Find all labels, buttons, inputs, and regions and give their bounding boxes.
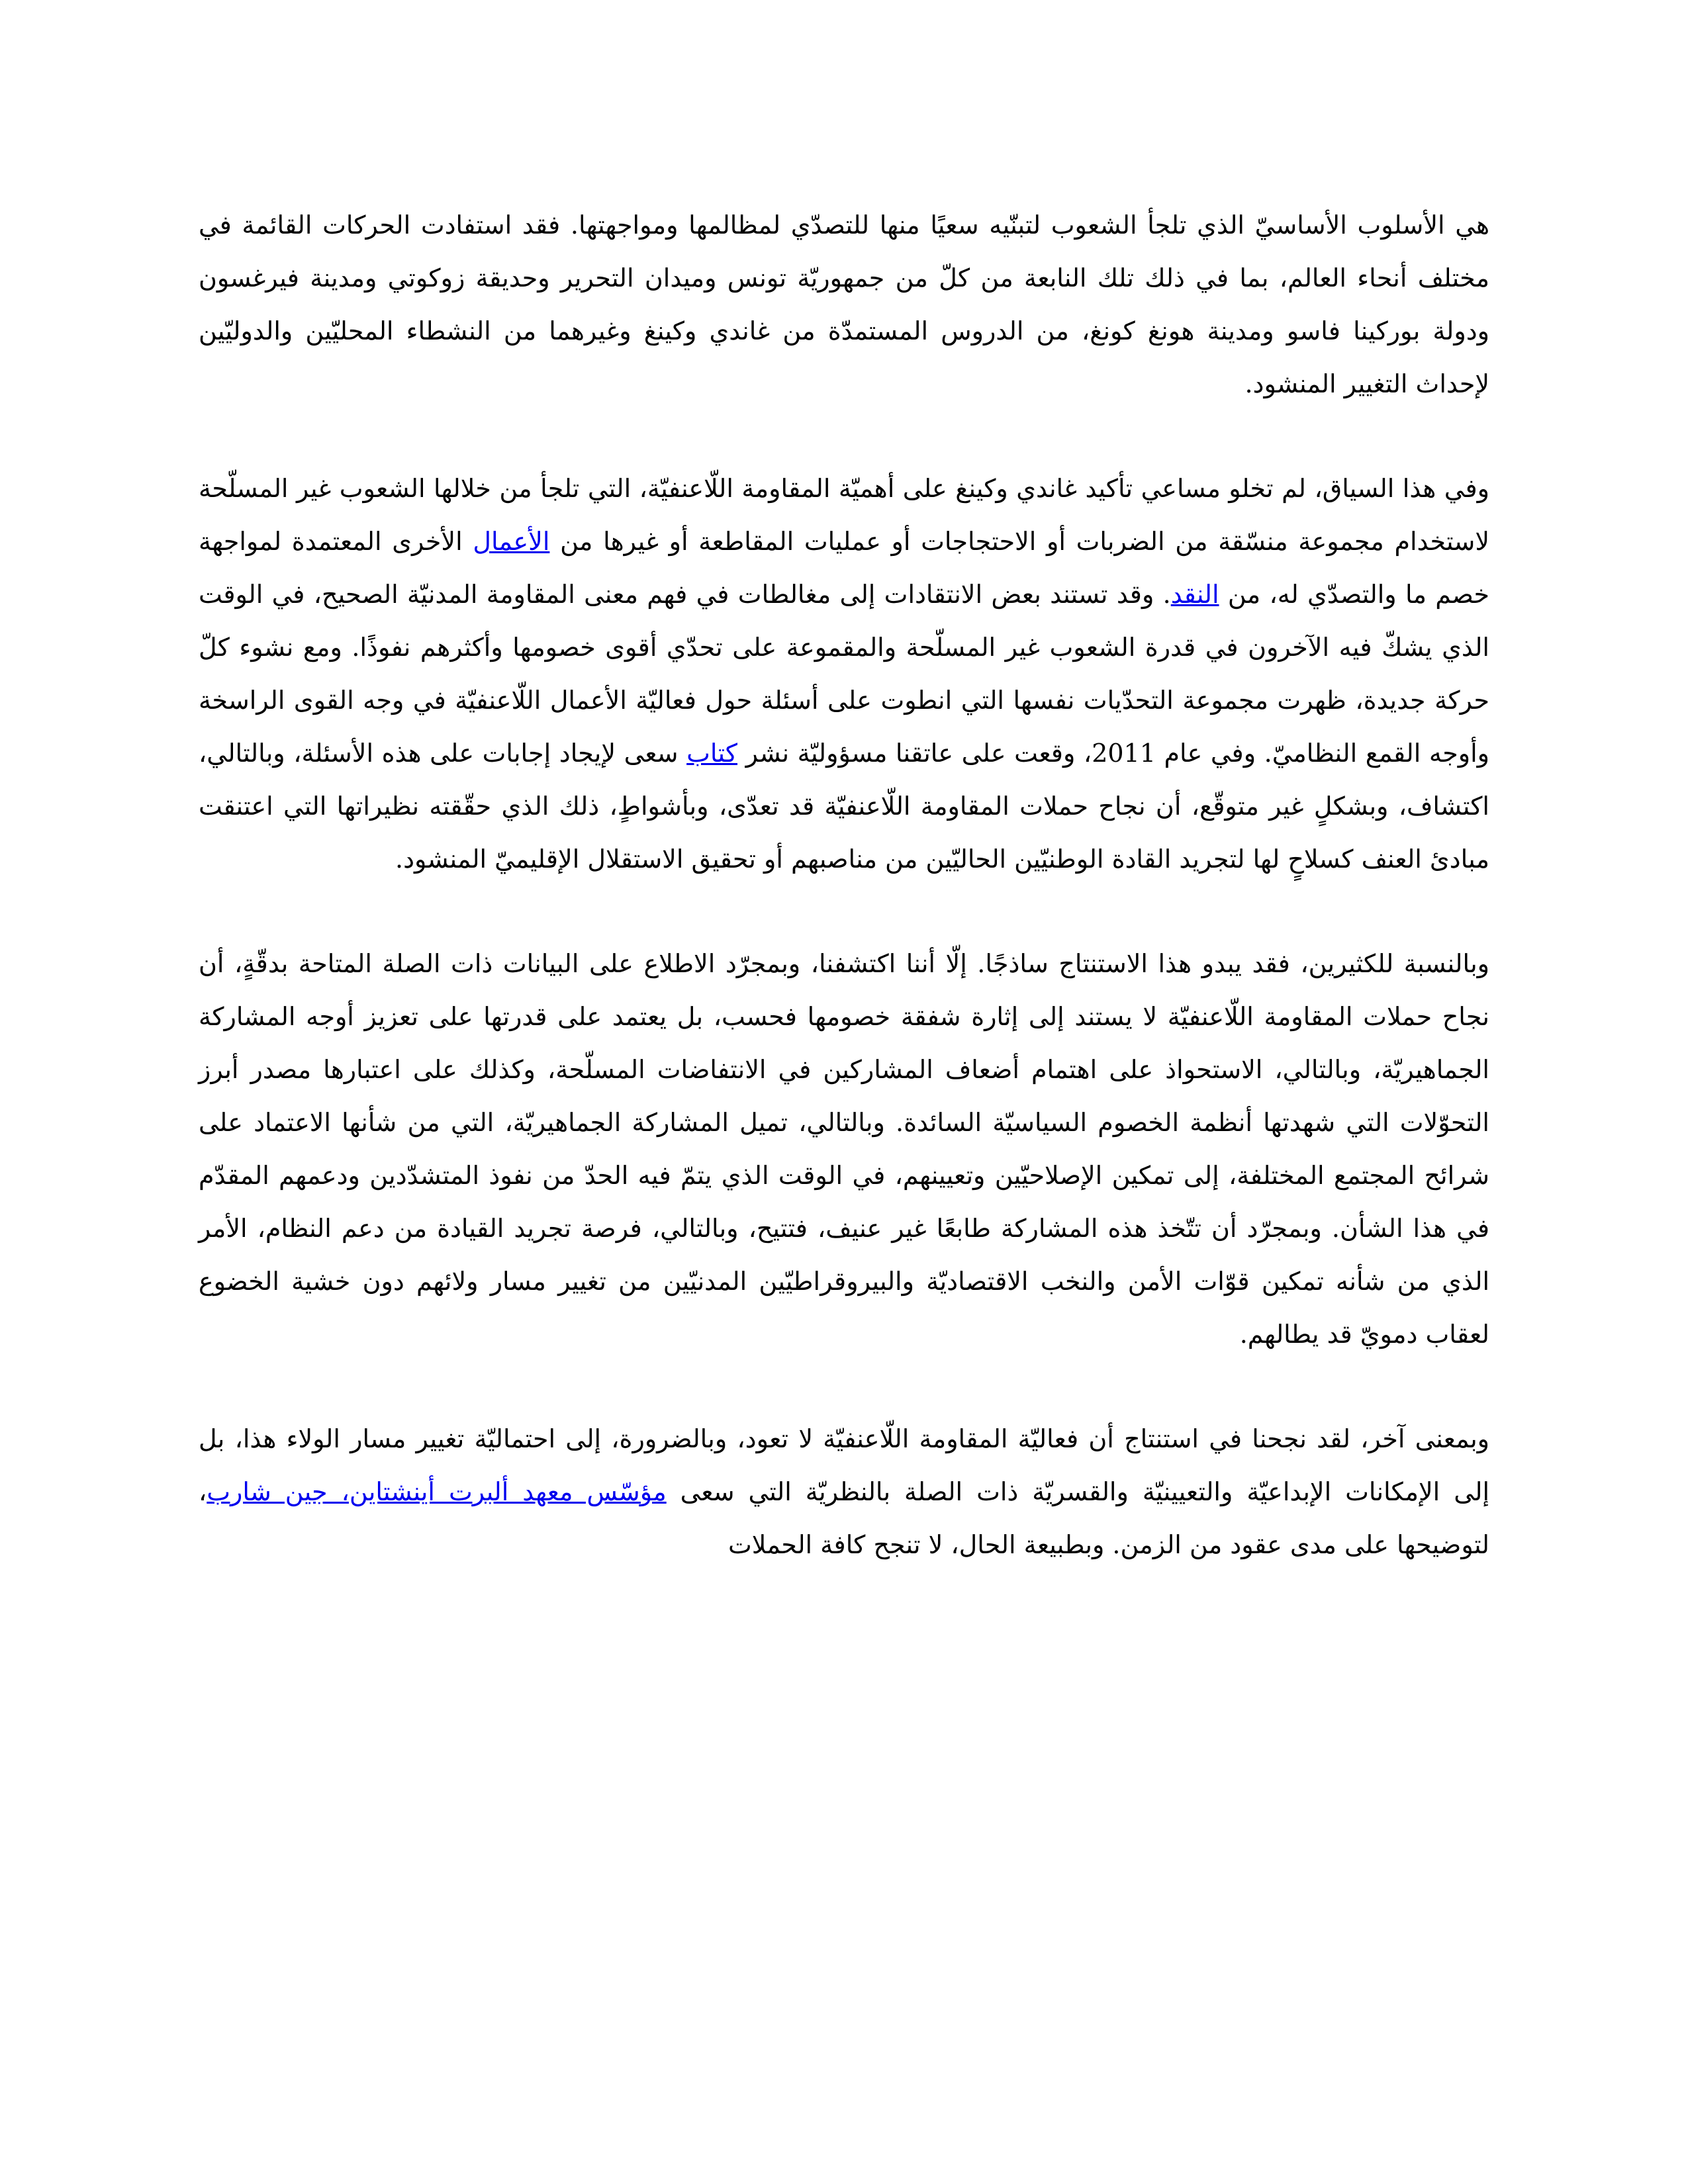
paragraph-text: هي الأسلوب الأساسيّ الذي تلجأ الشعوب لتبنّيه سعيًا منها للتصدّي لمظالمها ومواجهتها. فقد استفادت الحركات القائمة في مختلف أنحاء العالم، بما في ذلك تلك النابعة من كلّ من جمهوريّة تونس وميدان التحرير وحديقة زوكوتي ومدينة فيرغسون ودولة بوركينا فاسو ومدينة هونغ كونغ، من الدروس المستمدّة من غاندي وكينغ وغيرهما من النشطاء المحليّين والدوليّين لإحداث التغيير المنشود. — [199, 210, 1489, 398]
paragraph-text: سعى لإيجاد إجابات على هذه الأسئلة، وبالتالي، اكتشاف، وبشكلٍ غير متوقّع، أن نجاح حملات المقاومة اللّاعنفيّة قد تعدّى، وبأشواطٍ، ذلك الذي حقّقته نظيراتها التي اعتنقت مبادئ العنف كسلاحٍ لها لتجريد القادة الوطنيّين الحاليّين من مناصبهم أو تحقيق الاستقلال الإقليميّ المنشود. — [199, 739, 1489, 874]
paragraph-text: وبالنسبة للكثيرين، فقد يبدو هذا الاستنتاج ساذجًا. إلّا أننا اكتشفنا، وبمجرّد الاطلاع على البيانات ذات الصلة المتاحة بدقّةٍ، أن نجاح حملات المقاومة اللّاعنفيّة لا يستند إلى إثارة شفقة خصومها فحسب، بل يعتمد على قدرتها على تعزيز أوجه المشاركة الجماهيريّة، وبالتالي، الاستحواذ على اهتمام أضعاف المشاركين في الانتفاضات المسلّحة، وكذلك على اعتبارها مصدر أبرز التحوّلات التي شهدتها أنظمة الخصوم السياسيّة السائدة. وبالتالي، تميل المشاركة الجماهيريّة، التي من شأنها الاعتماد على شرائح المجتمع المختلفة، إلى تمكين الإصلاحيّين وتعيينهم، في الوقت الذي يتمّ فيه الحدّ من نفوذ المتشدّدين ودعمهم المقدّم في هذا الشأن. وبمجرّد أن تتّخذ هذه المشاركة طابعًا غير عنيف، فتتيح، وبالتالي، فرصة تجريد القيادة من دعم النظام، الأمر الذي من شأنه تمكين قوّات الأمن والنخب الاقتصاديّة والبيروقراطيّين المدنيّين من تغيير مسار ولائهم دون خشية الخضوع لعقاب دمويّ قد يطالهم. — [199, 949, 1489, 1349]
paragraph-4 — [199, 1412, 1489, 1571]
paragraph-3 — [199, 937, 1489, 1361]
paragraph-text: ، لتوضيحها على مدى عقود من الزمن. وبطبيعة الحال، لا تنجح كافة الحملات — [199, 1477, 1489, 1559]
link-albert-einstein-institution[interactable]: مؤسّس معهد ألبرت أينشتاين، جين شارب — [207, 1477, 667, 1506]
paragraph-2 — [199, 462, 1489, 886]
link-criticism[interactable]: النقد — [1170, 580, 1219, 609]
document-page — [199, 199, 1489, 1571]
paragraph-text: . وقد تستند بعض الانتقادات إلى مغالطات في فهم معنى المقاومة المدنيّة الصحيح، في الوقت الذي يشكّ فيه الآخرون في قدرة الشعوب غير المسلّحة والمقموعة على تحدّي أقوى خصومها وأكثرهم نفوذًا. ومع نشوء كلّ حركة جديدة، ظهرت مجموعة التحدّيات نفسها التي انطوت على أسئلة حول فعاليّة الأعمال اللّاعنفيّة في وجه القوى الراسخة وأوجه القمع النظاميّ. وفي عام 2011، وقعت على عاتقنا مسؤوليّة نشر — [199, 580, 1490, 768]
link-book[interactable]: كتاب — [686, 739, 738, 768]
paragraph-text: وفي هذا السياق، لم تخلو مساعي تأكيد غاندي وكينغ على أهميّة المقاومة اللّاعنفيّة، التي تلجأ من خلالها الشعوب غير المسلّحة لاستخدام مجموعة منسّقة من الضربات أو الاحتجاجات أو عمليات المقاطعة أو غيرها من — [199, 474, 1489, 556]
link-actions[interactable]: الأعمال — [473, 527, 550, 556]
paragraph-text: وبمعنى آخر، لقد نجحنا في استنتاج أن فعاليّة المقاومة اللّاعنفيّة لا تعود، وبالضرورة، إلى احتماليّة تغيير مسار الولاء هذا، بل إلى الإمكانات الإبداعيّة والتعيينيّة والقسريّة ذات الصلة بالنظريّة التي سعى — [199, 1424, 1490, 1506]
paragraph-text: الأخرى المعتمدة لمواجهة خصم ما والتصدّي له، من — [199, 527, 1489, 609]
paragraph-1 — [199, 199, 1489, 410]
